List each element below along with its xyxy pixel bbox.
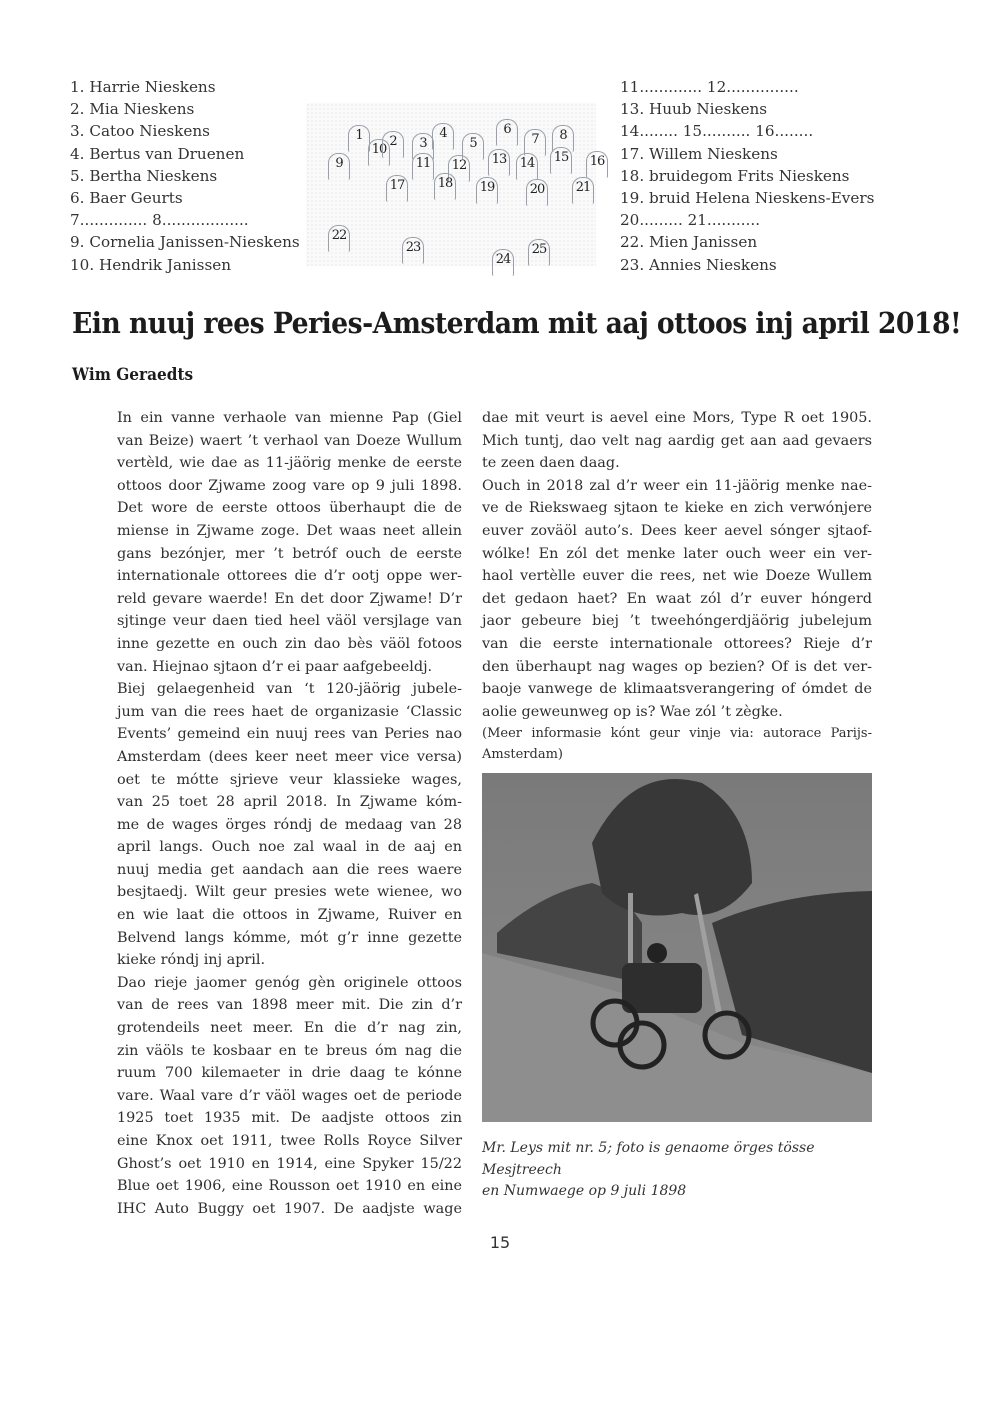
text-line: jaor gebeure biej ’t tweehóngerdjäörig jubelejum — [482, 613, 872, 630]
article-column-right — [482, 407, 872, 765]
text-line: vertèld, wie dae as 11-jäörig menke de eerste — [117, 455, 462, 472]
person-head-marker: 1 — [348, 125, 370, 152]
person-head-marker: 14 — [516, 153, 538, 180]
article-column-left — [117, 407, 462, 1220]
text-line: ottoos door Zjwame zoog vare op 9 juli 1898. — [117, 477, 462, 494]
legend-item: 5. Bertha Nieskens — [70, 166, 218, 185]
person-head-marker: 13 — [488, 149, 510, 176]
person-head-marker: 18 — [434, 173, 456, 200]
text-line: grotendeils neet meer. En die d’r nag zin, — [117, 1020, 462, 1037]
legend-item: 4. Bertus van Druenen — [70, 144, 245, 163]
text-line: wólke! En zól det menke later ouch weer ein ver- — [482, 545, 872, 562]
text-line: te zeen daen daag. — [482, 455, 620, 472]
group-photo-key-diagram — [306, 103, 605, 267]
text-line: Blue oet 1906, eine Rousson oet 1910 en eine — [117, 1178, 462, 1195]
photo-caption — [482, 1138, 882, 1203]
person-head-marker: 16 — [586, 151, 608, 178]
caption-line: en Numwaege op 9 juli 1898 — [482, 1183, 687, 1199]
text-line: miense in Zjwame zoge. Det waas neet allein — [117, 522, 462, 539]
legend-item: 18. bruidegom Frits Nieskens — [620, 166, 850, 185]
text-line: ve de Riekswaeg sjtaon te kieke en zich verwónjere — [482, 500, 872, 517]
legend-item: 9. Cornelia Janissen-Nieskens — [70, 233, 300, 252]
article-author: Wim Geraedts — [72, 365, 194, 385]
text-line: Biej gelaegenheid van ‘t 120-jäörig jubele- — [117, 681, 462, 698]
legend-item: 13. Huub Nieskens — [620, 100, 768, 119]
text-line: eine Knox oet 1911, twee Rolls Royce Silver — [117, 1133, 462, 1149]
legend-item: 23. Annies Nieskens — [620, 255, 777, 274]
person-head-marker: 6 — [496, 119, 518, 146]
person-head-marker: 9 — [328, 153, 350, 180]
note-line: Amsterdam) — [482, 747, 563, 763]
text-line: van. Hiejnao sjtaon d’r ei paar aafgebeeldj. — [117, 658, 433, 675]
text-line: Amsterdam (dees keer neet meer vice versa) — [117, 748, 462, 765]
person-head-marker: 7 — [524, 129, 546, 156]
text-line: euver zoväöl auto’s. Dees keer aevel sónger sjtaof- — [482, 522, 872, 539]
text-line: Ouch in 2018 zal d’r weer ein 11-jäörig menke nae- — [482, 477, 872, 494]
text-line: april langs. Ouch noe zal waal in de aaj en — [117, 839, 462, 856]
person-head-marker: 4 — [432, 123, 454, 150]
person-head-marker: 21 — [572, 177, 594, 204]
text-line: besjtaedj. Wilt geur presies wete wienee, wo — [117, 884, 462, 901]
text-line: Det wore de eerste ottoos überhaupt die de — [117, 500, 462, 517]
text-line: det gedaon haet? En waat zól d’r euver hóngerd — [482, 590, 872, 607]
text-line: sjtinge veur daen tied heel väöl versjlage van — [117, 613, 462, 630]
caption-line: Mr. Leys mit nr. 5; foto is genaome örges tösse Mesjtreech — [482, 1140, 815, 1178]
legend-item: 6. Baer Geurts — [70, 189, 183, 208]
person-head-marker: 15 — [550, 147, 572, 174]
legend-item: 3. Catoo Nieskens — [70, 122, 210, 141]
person-head-marker: 20 — [526, 179, 548, 206]
text-line: gans bezónjer, mer ’t betróf ouch de eerste — [117, 545, 462, 562]
text-line: 1925 toet 1935 mit. De aadjste ottoos zin — [117, 1110, 462, 1127]
person-head-marker: 24 — [492, 249, 514, 276]
text-line: van Beize) waert ’t verhaol van Doeze Wullum — [117, 432, 462, 449]
person-head-marker: 19 — [476, 177, 498, 204]
text-line: Events’ gemeind ein nuuj rees van Peries nao — [117, 726, 462, 743]
person-head-marker: 2 — [382, 131, 404, 158]
text-line: van die eerste internationale ottorees? Rieje d’r — [482, 635, 872, 652]
more-info-note — [482, 723, 872, 765]
photo-legend-right — [620, 76, 874, 276]
person-head-marker: 8 — [552, 125, 574, 152]
text-line: vare. Waal vare d’r väöl wages oet de periode — [117, 1087, 462, 1104]
person-head-marker: 5 — [462, 133, 484, 160]
person-head-marker: 10 — [368, 139, 390, 166]
person-head-marker: 12 — [448, 155, 470, 182]
person-head-marker: 17 — [386, 175, 408, 202]
person-head-marker: 22 — [328, 225, 350, 252]
text-line: van de rees van 1898 meer mit. Die zin d’r — [117, 997, 462, 1014]
text-line: baoje vanwege de klimaatsverangering of ómdet de — [482, 681, 872, 698]
legend-item: 11............. 12............... — [620, 78, 799, 96]
legend-item: 10. Hendrik Janissen — [70, 255, 232, 274]
text-line: internationale ottorees die d’r ootj oppe wer- — [117, 568, 462, 585]
person-head-marker: 23 — [402, 237, 424, 264]
text-line: aolie geweunweg op is? Wae zól ’t zègke. — [482, 703, 783, 720]
note-line: (Meer informasie kónt geur vinje via: autorace Parijs- — [482, 726, 872, 742]
text-line: den überhaupt nag wages op bezien? Of is det ver- — [482, 658, 872, 675]
photo-legend-left — [70, 76, 300, 276]
text-line: nuuj media get aandach aan die rees waere — [117, 861, 462, 878]
text-line: dae mit veurt is aevel eine Mors, Type R oet 1905. — [482, 410, 872, 426]
legend-item: 19. bruid Helena Nieskens-Evers — [620, 189, 875, 208]
legend-item: 17. Willem Nieskens — [620, 144, 778, 163]
text-line: reld gevare waerde! En det door Zjwame! D’r — [117, 590, 462, 607]
legend-item: 14........ 15.......... 16........ — [620, 122, 814, 141]
text-line: Ghost’s oet 1910 en 1914, eine Spyker 15/22 — [117, 1155, 462, 1172]
text-line: Belvend langs kómme, mót g’r inne gezette — [117, 929, 462, 946]
text-line: In ein vanne verhaole van mienne Pap (Giel — [117, 410, 462, 426]
legend-item: 2. Mia Nieskens — [70, 100, 195, 119]
text-line: jum van die rees haet de organizasie ‘Classic — [117, 703, 462, 720]
text-line: me de wages örges róndj de medaag van 28 — [117, 816, 462, 833]
text-line: en wie laat die ottoos in Zjwame, Ruiver en — [117, 907, 462, 924]
text-line: oet te mótte sjrieve veur klassieke wages, — [117, 771, 462, 788]
text-line: ruum 700 kilemaeter in drie daag te kónne — [117, 1065, 462, 1082]
legend-item: 20......... 21........... — [620, 211, 761, 230]
text-line: haol vertèlle euver die rees, net wie Doeze Wullem — [482, 568, 872, 585]
article-title: Ein nuuj rees Peries-Amsterdam mit aaj ottoos inj april 2018! — [72, 306, 962, 340]
photo-image — [482, 773, 872, 1122]
text-line: van 25 toet 28 april 2018. In Zjwame kóm- — [117, 794, 462, 811]
legend-item: 7.............. 8.................. — [70, 211, 249, 230]
page-number: 15 — [489, 1233, 511, 1252]
person-head-marker: 3 — [412, 133, 434, 160]
text-line: Mich tuntj, dao velt nag aardig get aan aad gevaers — [482, 432, 872, 449]
historic-car-photo — [482, 773, 872, 1122]
text-line: inne gezette en ouch zin dao bès väöl fotoos — [117, 635, 462, 652]
legend-item: 22. Mien Janissen — [620, 233, 758, 252]
legend-item: 1. Harrie Nieskens — [70, 78, 216, 96]
text-line: zin väöls te kosbaar en te breus óm nag die — [117, 1042, 462, 1059]
text-line: Dao rieje jaomer genóg gèn originele ottoos — [117, 974, 462, 991]
person-head-marker: 25 — [528, 239, 550, 266]
person-head-marker: 11 — [412, 153, 434, 180]
text-line: IHC Auto Buggy oet 1907. De aadjste wage — [117, 1200, 462, 1217]
text-line: kieke róndj inj april. — [117, 952, 266, 969]
